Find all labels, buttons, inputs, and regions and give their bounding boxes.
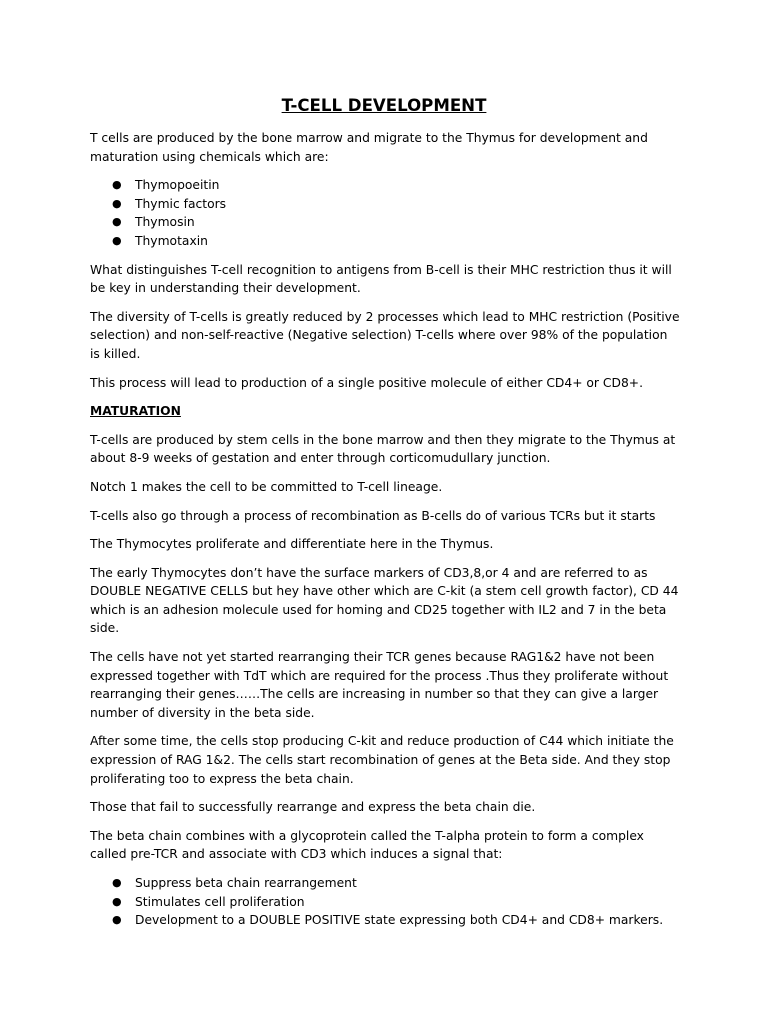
bullet-icon: ● xyxy=(112,876,122,889)
early-thymocytes-paragraph: The early Thymocytes don’t have the surface markers of CD3,8,or 4 and are referred to as DOUBLE NEGATIVE CELLS but hey have other which are C-kit (a stem cell growth factor), CD 44 which is an adhesion molecule used for homing and CD25 together with IL2 and 7 in the beta side. xyxy=(90,565,679,636)
bullet-icon: ● xyxy=(112,233,122,247)
bullet-icon: ● xyxy=(112,196,122,210)
list-item: ● Thymopoeitin xyxy=(90,176,680,195)
mhc-paragraph: What distinguishes T-cell recognition to antigens from B-cell is their MHC restriction thus it will be key in understanding their development. xyxy=(90,262,672,296)
tcr-genes-paragraph: The cells have not yet started rearranging their TCR genes because RAG1&2 have not been expressed together with TdT which are required for the process .Thus they proliferate without rearranging their genes……The cells are increasing in number so that they can give a larger number of diversity in the beta side. xyxy=(90,650,669,720)
fail-paragraph: Those that fail to successfully rearrange and express the beta chain die. xyxy=(90,800,536,815)
bullet-icon: ● xyxy=(112,178,122,192)
notch-paragraph: Notch 1 makes the cell to be committed to T-cell lineage. xyxy=(90,479,443,494)
beta-chain-paragraph: The beta chain combines with a glycoprotein called the T-alpha protein to form a complex called pre-TCR and associate with CD3 which induces a signal that: xyxy=(90,828,644,862)
list-item: ● Suppress beta chain rearrangement xyxy=(90,874,680,893)
list-item: ● Thymosin xyxy=(90,213,680,232)
bullet-icon: ● xyxy=(112,894,122,908)
recombination-paragraph: T-cells also go through a process of recombination as B-cells do of various TCRs but it starts xyxy=(90,508,656,523)
diversity-paragraph: The diversity of T-cells is greatly reduced by 2 processes which lead to MHC restriction (Positive selection) and non-self-reactive (Negative selection) T-cells where over 98% of the population is killed. xyxy=(90,309,680,361)
intro-paragraph: T cells are produced by the bone marrow and migrate to the Thymus for development and maturation using chemicals which are: xyxy=(90,131,648,164)
document-body xyxy=(90,129,680,940)
list-item: ● Thymic factors xyxy=(90,195,680,214)
proliferate-paragraph: The Thymocytes proliferate and differentiate here in the Thymus. xyxy=(90,537,494,552)
list-item: ● Thymotaxin xyxy=(90,232,680,251)
maturation-heading: MATURATION xyxy=(90,404,181,419)
after-time-paragraph: After some time, the cells stop producing C-kit and reduce production of C44 which initiate the expression of RAG 1&2. The cells start recombination of genes at the Beta side. And they stop proliferating too to express the beta chain. xyxy=(90,734,674,786)
list-item: ● Stimulates cell proliferation xyxy=(90,893,680,912)
process-paragraph: This process will lead to production of a single positive molecule of either CD4+ or CD8+. xyxy=(90,375,643,390)
bullet-icon: ● xyxy=(112,913,122,927)
document-title: T-CELL DEVELOPMENT xyxy=(281,96,487,115)
signal-effects-list xyxy=(90,874,680,930)
stem-cells-paragraph: T-cells are produced by stem cells in the bone marrow and then they migrate to the Thymus at about 8-9 weeks of gestation and enter through corticomudullary junction. xyxy=(90,432,676,466)
chemicals-list xyxy=(90,176,680,250)
list-item: ● Development to a DOUBLE POSITIVE state expressing both CD4+ and CD8+ markers. xyxy=(90,911,680,930)
bullet-icon: ● xyxy=(112,215,122,229)
